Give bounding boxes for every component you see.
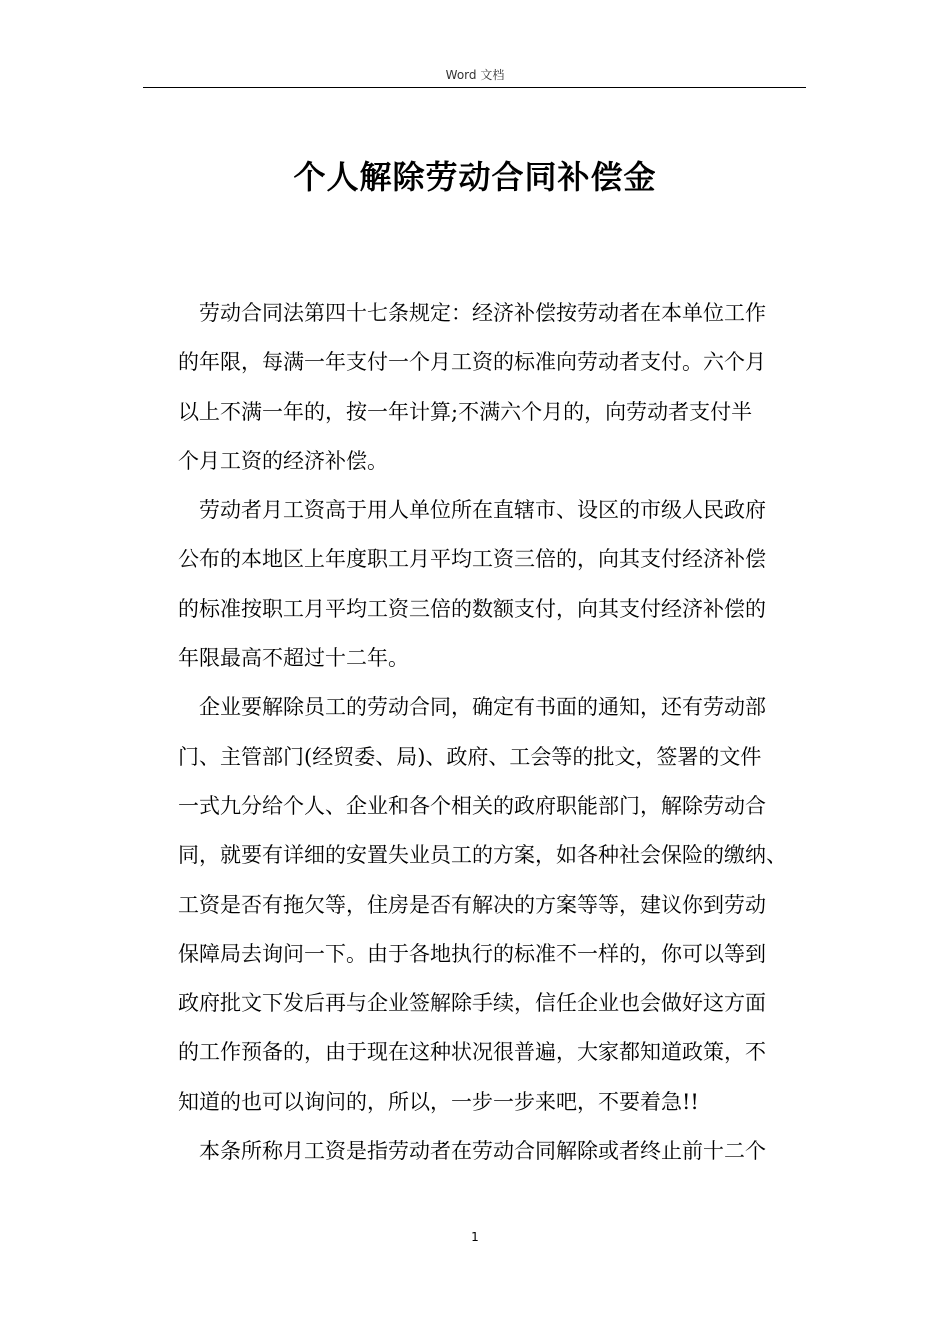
paragraph-line: 以上不满一年的，按一年计算;不满六个月的，向劳动者支付半 bbox=[178, 399, 753, 424]
paragraph bbox=[178, 289, 818, 486]
paragraph bbox=[178, 1127, 818, 1176]
paragraph-line: 本条所称月工资是指劳动者在劳动合同解除或者终止前十二个 bbox=[199, 1139, 766, 1164]
document-body bbox=[178, 289, 818, 1176]
paragraph-line: 企业要解除员工的劳动合同，确定有书面的通知，还有劳动部 bbox=[199, 695, 766, 720]
paragraph-line: 知道的也可以询问的，所以，一步一步来吧，不要着急!! bbox=[178, 1089, 699, 1114]
paragraph-line: 政府批文下发后再与企业签解除手续，信任企业也会做好这方面 bbox=[178, 991, 766, 1016]
paragraph-line: 的标准按职工月平均工资三倍的数额支付，向其支付经济补偿的 bbox=[178, 596, 766, 621]
page-number: 1 bbox=[471, 1230, 479, 1244]
paragraph-line: 劳动者月工资高于用人单位所在直辖市、设区的市级人民政府 bbox=[199, 498, 766, 523]
header-divider bbox=[143, 87, 806, 88]
document-title: 个人解除劳动合同补偿金 bbox=[293, 158, 657, 196]
paragraph bbox=[178, 486, 818, 683]
paragraph-line: 的年限，每满一年支付一个月工资的标准向劳动者支付。六个月 bbox=[178, 350, 766, 375]
document-header-label: Word 文档 bbox=[445, 68, 505, 82]
paragraph bbox=[178, 683, 818, 1127]
paragraph-line: 工资是否有拖欠等，住房是否有解决的方案等等，建议你到劳动 bbox=[178, 892, 766, 917]
paragraph-line: 保障局去询问一下。由于各地执行的标准不一样的，你可以等到 bbox=[178, 941, 766, 966]
paragraph-line: 年限最高不超过十二年。 bbox=[178, 646, 409, 671]
paragraph-line: 同，就要有详细的安置失业员工的方案，如各种社会保险的缴纳、 bbox=[178, 843, 787, 868]
paragraph-line: 公布的本地区上年度职工月平均工资三倍的，向其支付经济补偿 bbox=[178, 547, 766, 572]
paragraph-line: 的工作预备的，由于现在这种状况很普遍，大家都知道政策，不 bbox=[178, 1040, 766, 1065]
paragraph-line: 劳动合同法第四十七条规定：经济补偿按劳动者在本单位工作 bbox=[199, 301, 766, 325]
paragraph-line: 一式九分给个人、企业和各个相关的政府职能部门，解除劳动合 bbox=[178, 793, 766, 818]
paragraph-line: 个月工资的经济补偿。 bbox=[178, 448, 388, 473]
paragraph-line: 门、主管部门(经贸委、局)、政府、工会等的批文，签署的文件 bbox=[178, 744, 762, 769]
